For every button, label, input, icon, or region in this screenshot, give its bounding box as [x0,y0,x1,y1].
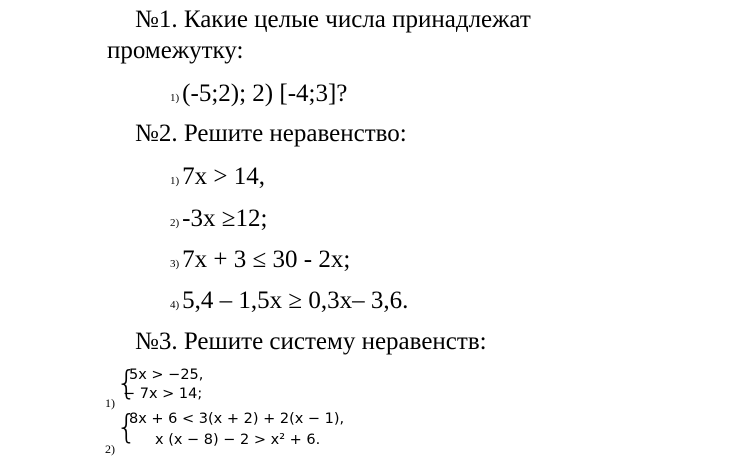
task2-item-2-number: 2) [170,217,180,229]
task1-heading-line1: №1. Какие целые числа принадлежат [135,6,531,33]
task2-item-4-number: 4) [170,299,180,311]
task3-system-2-number: 2) [105,442,115,456]
task1-item-text: (-5;2); 2) [-4;3]? [182,80,348,107]
task1-heading-line2: промежутку: [107,37,244,64]
task2-heading: №2. Решите неравенство: [135,120,407,147]
task2-item-1-number: 1) [170,175,180,187]
system-2-brace: { [116,407,137,446]
task2-item-3-text: 7x + 3 ≤ 30 - 2x; [182,246,351,273]
task2-item-1-text: 7x > 14, [182,163,266,190]
system-1-brace: { [116,363,137,402]
task2-item-2-text: -3x ≥12; [182,205,268,232]
task3-system-1-line-1: 5x > −25, [129,367,204,383]
task3-heading: №3. Решите систему неравенств: [135,328,487,355]
task2-item-2 [170,205,267,237]
task2-item-4-text: 5,4 – 1,5x ≥ 0,3x– 3,6. [182,287,409,314]
task3-system-1-line-2: − 7x > 14; [123,386,203,402]
task1-item [170,80,347,112]
task3-system-2-line-1: 8x + 6 < 3(x + 2) + 2(x − 1), [129,411,345,427]
task2-item-4 [170,287,408,319]
task2-item-3-number: 3) [170,258,180,270]
task2-item-1 [170,163,265,195]
task3-system-2-line-2: x (x − 8) − 2 > x² + 6. [155,432,321,448]
task1-item-number: 1) [170,92,180,104]
task2-item-3 [170,246,350,278]
task3-system-1-number: 1) [105,396,115,410]
